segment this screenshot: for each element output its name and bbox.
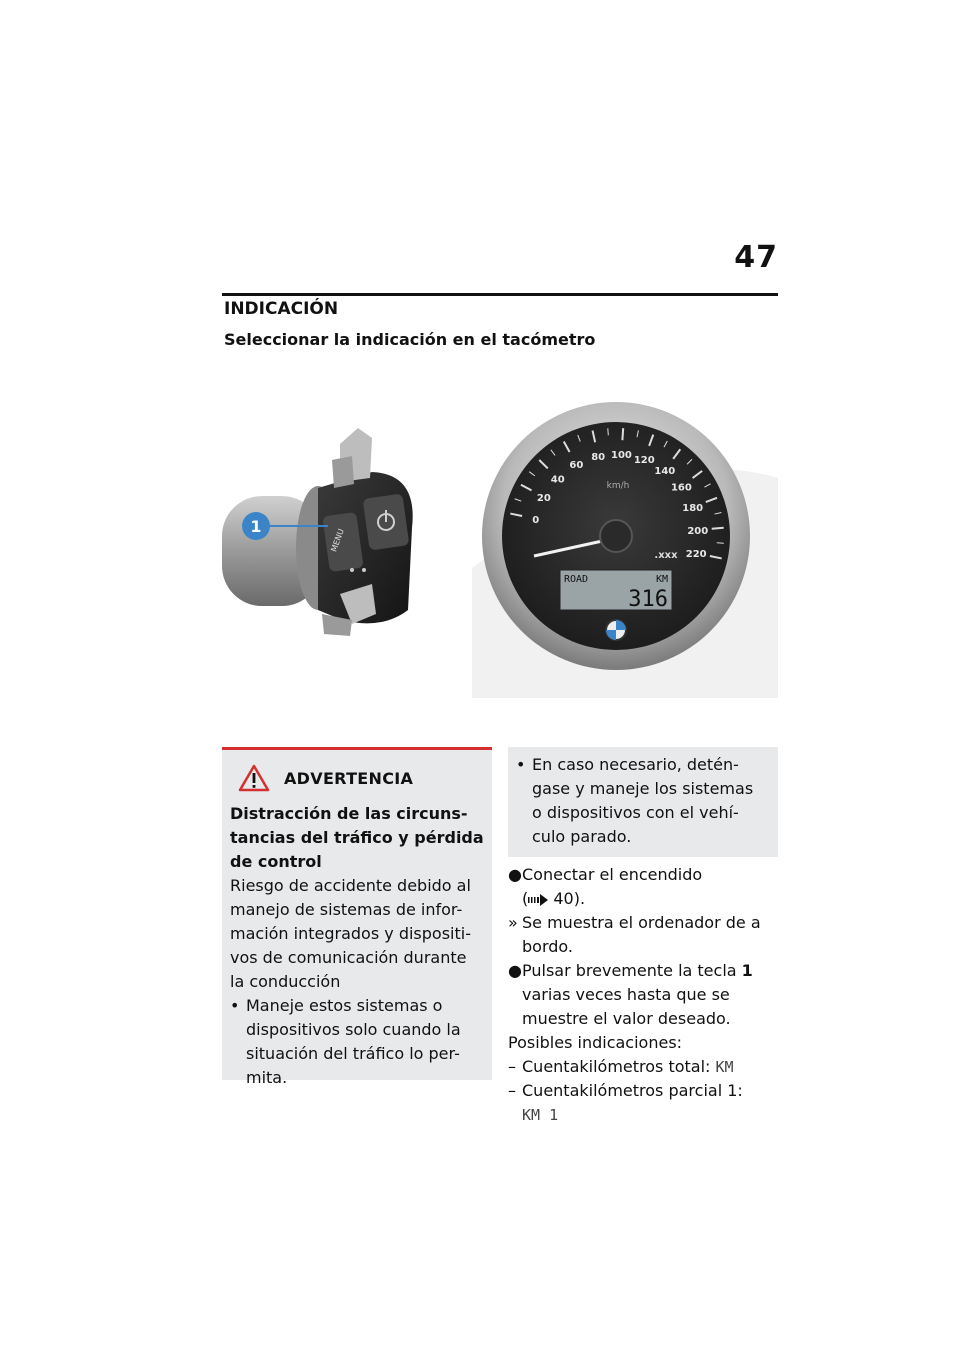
step-line: Pulsar brevemente la tecla (522, 961, 742, 980)
speed-tick-label: 120 (633, 455, 655, 467)
info-bullet (516, 753, 770, 849)
info-line: gase y maneje los sistemas (532, 779, 754, 798)
result-arrow-icon: » (508, 913, 518, 932)
page-reference-arrow-icon (528, 894, 548, 906)
step-line: Conectar el encendido (522, 865, 703, 884)
speed-tick-label: 140 (654, 466, 676, 478)
warning-bullet (230, 994, 484, 1090)
speed-tick-label: 220 (685, 549, 707, 561)
warning-bullet-line: dispositivos solo cuando la (246, 1020, 461, 1039)
option-value: KM 1 (522, 1106, 559, 1124)
step-dot-icon: ● (508, 961, 522, 980)
info-box (508, 747, 778, 857)
step-ignition: ● Conectar el encendido ( 40). (508, 863, 778, 911)
speed-tick-label: 200 (687, 525, 709, 537)
warning-title-line: Distracción de las circuns- (230, 804, 468, 823)
lcd-right-label: KM (655, 574, 668, 585)
warning-bullet-line: Maneje estos sistemas o (246, 996, 443, 1015)
step-press-key (508, 959, 778, 1031)
speed-tick-label: 0 (532, 514, 540, 526)
speedometer-figure (222, 398, 778, 710)
speed-tick (622, 428, 623, 440)
speed-tick-label: 20 (536, 493, 551, 505)
info-line: o dispositivos con el vehí- (532, 803, 739, 822)
result-line: bordo. (522, 937, 573, 956)
warning-box (222, 747, 492, 1087)
header-rule (222, 293, 778, 296)
speed-unit-label: km/h (606, 481, 630, 491)
info-line: En caso necesario, detén- (532, 755, 739, 774)
result-line: Se muestra el ordenador de a (522, 913, 761, 932)
warning-title (230, 802, 484, 874)
warning-body-line: la conducción (230, 972, 341, 991)
instructions-column (508, 747, 778, 1127)
result-onboard-computer (508, 911, 778, 959)
warning-bullet-line: mita. (246, 1068, 288, 1087)
speed-tick-label: 60 (569, 460, 584, 472)
page-reference: 40). (553, 889, 586, 908)
option-trip-odometer (508, 1079, 778, 1127)
speed-tick-label: 80 (591, 451, 606, 463)
option-label: Cuentakilómetros parcial 1: (522, 1081, 743, 1100)
section-title: INDICACIÓN (224, 299, 339, 319)
step-line: muestre el valor deseado. (522, 1009, 731, 1028)
speed-tick (712, 528, 724, 529)
lcd-left-label: ROAD (564, 574, 589, 585)
options-label: Posibles indicaciones: (508, 1033, 683, 1052)
needle-hub (600, 520, 632, 552)
speed-tick-label: 40 (550, 474, 565, 486)
speed-tick (608, 428, 609, 435)
speed-tick-label: 180 (682, 502, 704, 514)
sub-title: Seleccionar la indicación en el tacómetro (224, 330, 596, 349)
display-flag: .xxx (654, 550, 678, 561)
speedometer (472, 402, 778, 698)
page-number: 47 (734, 240, 778, 275)
menu-button-label: MENU (329, 527, 346, 554)
bullet-dot-icon: • (230, 996, 240, 1015)
warning-title-line: de control (230, 852, 322, 871)
warning-title-line: tancias del tráfico y pérdida (230, 828, 484, 847)
callout-number: 1 (250, 517, 262, 536)
warning-body (230, 874, 484, 994)
step-dot-icon: ● (508, 865, 522, 884)
step-line: varias veces hasta que se (522, 985, 730, 1004)
warning-body-line: mación integrados y dispositi- (230, 924, 471, 943)
warning-body-line: manejo de sistemas de infor- (230, 900, 463, 919)
warning-triangle-icon (238, 764, 270, 792)
option-total-odometer (508, 1055, 778, 1079)
bullet-dot-icon: • (516, 755, 526, 774)
dash-icon: – (508, 1057, 516, 1076)
warning-label: ADVERTENCIA (284, 768, 414, 788)
speed-tick-label: 100 (611, 450, 632, 462)
warning-bullet-line: situación del tráfico lo per- (246, 1044, 460, 1063)
warning-body-line: vos de comunicación durante (230, 948, 467, 967)
option-value: KM (715, 1058, 734, 1076)
lcd-value: 316 (628, 587, 668, 612)
key-number: 1 (741, 961, 753, 980)
speed-tick-label: 160 (670, 482, 692, 494)
warning-body-line: Riesgo de accidente debido al (230, 876, 471, 895)
dash-icon: – (508, 1081, 516, 1100)
info-line: culo parado. (532, 827, 632, 846)
option-label: Cuentakilómetros total: (522, 1057, 716, 1076)
